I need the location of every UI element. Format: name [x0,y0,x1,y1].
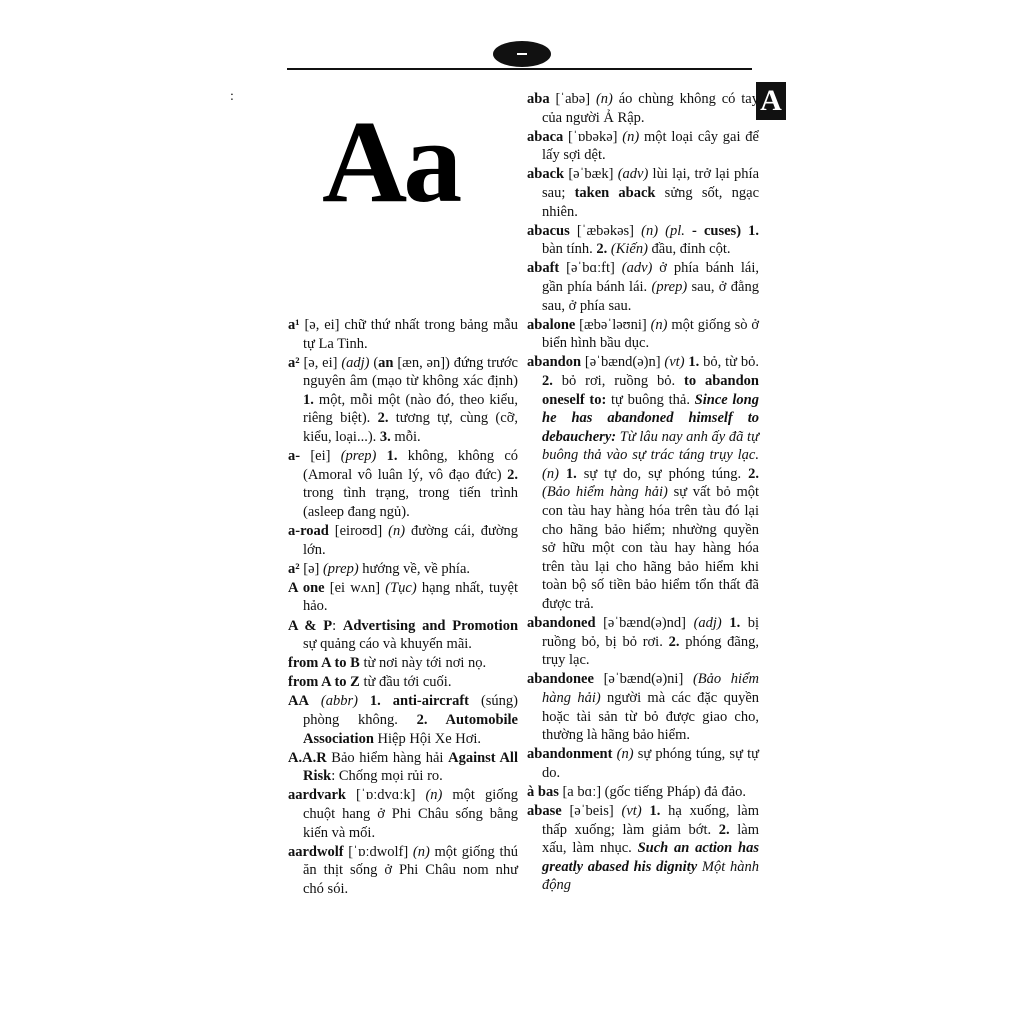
dictionary-entry: a² [ə] (prep) hướng về, về phía. [288,560,471,577]
section-heading-letter: Aa [322,96,459,227]
dictionary-entry: A one [ei wʌn] (Tục) hạng nhất, tuyệt hảo. [288,579,519,615]
dictionary-entry: abacus [ˈæbəkəs] (n) (pl. - cuses) 1. bàn tính. 2. (Kiến) đầu, đỉnh cột. [527,222,760,258]
dictionary-entry: a² [ə, ei] (adj) (an [æn, ən]) đứng trước nguyên âm (mạo từ không xác định) 1. một, mỗi một (nào đó, theo kiểu, riêng biệt). 2. tương tự, cùng (cỡ, kiểu, loại...). 3. mỗi. [288,354,518,446]
dictionary-entry: from A to Z từ đầu tới cuối. [288,674,452,691]
header-rule [287,68,752,70]
page-number-oval [493,41,551,67]
dictionary-entry: aback [əˈbæk] (adv) lùi lại, trở lại phía sau; taken aback sửng sốt, ngạc nhiên. [527,166,760,220]
dictionary-entry: a¹ [ə, ei] chữ thứ nhất trong bảng mẫu tự La Tinh. [288,317,518,352]
dictionary-entry: abandonee [əˈbænd(ə)ni] (Bảo hiểm hàng hải) người mà các đặc quyền hoặc tài sản từ bỏ được giao cho, thường là hãng bảo hiểm. [527,671,760,744]
dictionary-entry: aba [ˈabə] (n) áo chùng không có tay của người Ả Rập. [527,91,759,126]
dictionary-entry: à bas [a bɑː] (gốc tiếng Pháp) đả đảo. [527,783,747,800]
dictionary-entry: abandon [əˈbænd(ə)n] (vt) 1. bỏ, từ bỏ. 2. bỏ rơi, ruồng bỏ. to abandon oneself to: tự buông thả. Since long he has abandoned himself to debauchery: Từ lâu nay anh ấy đã tự buông thả vào sự trác táng trụy lạc. (n) 1. sự tự do, sự phóng túng. 2. (Bảo hiểm hàng hải) sự vất bỏ một con tàu hay hàng hóa trên tàu đó lại cho hãng bảo hiểm; nhường quyền sở hữu một con tàu hay hàng hóa trên tàu lại cho hãng bảo hiểm khi toàn bộ số tiền bảo hiểm tổn thất đã được trả. [527,354,760,613]
dictionary-entry: abaca [ˈɒbəkə] (n) một loại cây gai để lấy sợi dệt. [527,128,759,164]
dictionary-entry: abandonment (n) sự phóng túng, sự tự do. [527,746,760,781]
dictionary-entry: from A to B từ nơi này tới nơi nọ. [288,655,487,672]
left-column [288,316,518,899]
dictionary-entry: a-road [eiroʊd] (n) đường cái, đường lớn. [288,523,518,558]
dictionary-entry: AA (abbr) 1. anti-aircraft (súng) phòng không. 2. Automobile Association Hiệp Hội Xe Hơi. [288,693,518,747]
dictionary-entry: A.A.R Bảo hiểm hàng hải Against All Risk: Chống mọi rủi ro. [288,749,518,785]
right-column [527,90,759,896]
dictionary-entry: A & P: Advertising and Promotion sự quảng cáo và khuyến mãi. [288,617,519,653]
dictionary-entry: aardwolf [ˈɒːdwolf] (n) một giống thú ăn thịt sống ở Phi Châu nom như chó sói. [288,843,518,897]
dictionary-entry: abaft [əˈbɑːft] (adv) ở phía bánh lái, gần phía bánh lái. (prep) sau, ở đằng sau, ở phía sau. [527,260,760,314]
dictionary-entry: aardvark [ˈɒːdvɑːk] (n) một giống chuột hang ở Phi Châu sống bằng kiến và mối. [288,787,518,841]
dictionary-entry: abase [əˈbeis] (vt) 1. hạ xuống, làm thấp xuống; làm giảm bớt. 2. làm xấu, làm nhục. Such an action has greatly abased his dignity Một hành động [527,803,760,894]
dictionary-entry: abalone [æbəˈləʊni] (n) một giống sò ở biển hình bầu dục. [527,316,760,352]
dictionary-entry: abandoned [əˈbænd(ə)nd] (adj) 1. bị ruồng bỏ, bị bỏ rơi. 2. phóng đãng, trụy lạc. [527,615,760,669]
section-thumb-tab: A [756,82,786,120]
dictionary-entry: a- [ei] (prep) 1. không, không có (Amoral vô luân lý, vô đạo đức) 2. trong tình trạng, trong tiến trình (asleep đang ngủ). [288,448,519,520]
margin-dots: : [230,89,234,104]
